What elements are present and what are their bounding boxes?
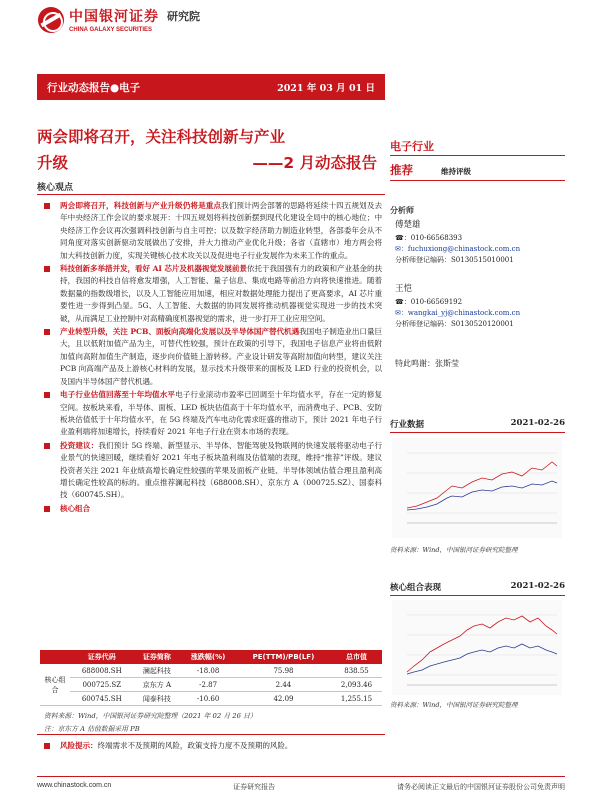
table-cell: -2.87 bbox=[180, 678, 236, 692]
divider bbox=[390, 595, 565, 596]
bullet-lead: 两会即将召开，科技创新与产业升级仍将是重点 bbox=[60, 201, 222, 210]
analyst-email[interactable]: ✉：wangkai_yj@chinastock.com.cn bbox=[395, 309, 521, 317]
table-cell: 1,255.15 bbox=[331, 692, 382, 706]
title-line-1: 两会即将召开，关注科技创新与产业 bbox=[37, 128, 286, 146]
bullet-text: 依托于我国强有力的政策和产业基金的扶持，我国的科技自信将愈发增强，人工智能、量子信息、集成电路等前沿方向将快速推进。随着数据量的指数级增长，以及人工智能应用加速，相应对数据处理能力提出了更高要求，AI 芯片重要性进一步得到凸显。5G、人工智能、大数据的协同发展将推动机器视觉实现进一步的技术突破，从而满足工业控制中对高精确度机器视觉的需求，进一步打开工业应用空间。 bbox=[60, 264, 382, 323]
analyst-name: 王恺 bbox=[395, 284, 413, 294]
bullet-lead: 风险提示： bbox=[60, 741, 98, 750]
analyst-card bbox=[395, 284, 520, 330]
section-title: 核心组合表现 bbox=[390, 583, 442, 593]
industry-line-chart bbox=[392, 438, 562, 538]
analyst-phone: ☎：010-66568393 bbox=[395, 234, 463, 242]
bullet-lead: 产业转型升级，关注 PCB、面板向高端化发展以及半导体国产替代机遇 bbox=[60, 327, 300, 337]
table-cell: 688008.SH bbox=[70, 664, 134, 678]
table-cell: 838.55 bbox=[331, 664, 382, 678]
bullet-square-icon bbox=[44, 506, 50, 512]
report-band bbox=[37, 74, 385, 100]
page-footer bbox=[37, 782, 565, 792]
rating-value: 推荐 bbox=[390, 163, 413, 177]
analyst-email[interactable]: ✉：fuchuxiong@chinastock.com.cn bbox=[395, 245, 521, 253]
brand-name-cn: 中国银河证券 bbox=[69, 9, 159, 25]
bullet-square-icon bbox=[44, 743, 50, 749]
brand-name-en: CHINA GALAXY SECURITIES bbox=[69, 27, 153, 33]
industry-data-header bbox=[390, 418, 565, 430]
analyst-label: 分析师 bbox=[390, 206, 414, 215]
table-header: 总市值 bbox=[331, 650, 382, 664]
bullet-lead: 电子行业估值回落至十年均值水平 bbox=[60, 390, 176, 400]
bullet-square-icon bbox=[44, 203, 50, 209]
report-title bbox=[37, 124, 377, 176]
table-row bbox=[40, 664, 382, 678]
table-cell: 42.09 bbox=[236, 692, 331, 706]
bullet-item bbox=[40, 503, 382, 515]
divider bbox=[37, 776, 565, 777]
core-portfolio-table bbox=[40, 650, 382, 706]
table-row bbox=[40, 678, 382, 692]
bullet-square-icon bbox=[44, 266, 50, 272]
divider bbox=[37, 734, 385, 735]
chart-source: 资料来源：Wind，中国银河证券研究院整理 bbox=[390, 701, 518, 709]
table-cell: 2.44 bbox=[236, 678, 331, 692]
analyst-cert: 分析师登记编码：S0130520120001 bbox=[395, 320, 514, 328]
acknowledgement: 特此鸣谢：张斯莹 bbox=[395, 359, 459, 368]
core-perf-line-chart bbox=[392, 600, 562, 695]
core-view-label: 核心观点 bbox=[37, 183, 74, 193]
table-header: 涨跌幅(%) bbox=[180, 650, 236, 664]
industry-label: 电子行业 bbox=[390, 140, 434, 153]
analyst-card bbox=[395, 220, 520, 266]
table-note: 注：京东方 A 估值数据采用 PB bbox=[44, 725, 140, 733]
rating-sub: 维持评级 bbox=[441, 167, 471, 176]
bullet-list bbox=[40, 200, 382, 516]
bullet-text: 终端需求不及预期的风险，政策支持力度不及预期的风险。 bbox=[97, 741, 293, 750]
footer-disclaimer: 请务必阅读正文最后的中国银河证券股份公司免责声明 bbox=[397, 783, 565, 791]
bullet-lead: 核心组合 bbox=[60, 503, 90, 513]
bullet-item bbox=[40, 326, 382, 388]
analyst-phone: ☎：010-66569192 bbox=[395, 298, 463, 306]
table-header: 证券代码 bbox=[70, 650, 134, 664]
analyst-cert: 分析师登记编码：S0130515010001 bbox=[395, 256, 514, 264]
rating bbox=[390, 162, 565, 178]
bullet-item bbox=[40, 200, 382, 262]
table-cell: -18.08 bbox=[180, 664, 236, 678]
table-cell: 000725.SZ bbox=[70, 678, 134, 692]
galaxy-logo-icon bbox=[38, 7, 64, 33]
core-perf-header bbox=[390, 581, 565, 593]
report-type: 行业动态报告●电子 bbox=[47, 81, 141, 94]
table-cell: 2,093.46 bbox=[331, 678, 382, 692]
title-line-3: ——2 月动态报告 bbox=[252, 154, 377, 172]
table-cell: 75.98 bbox=[236, 664, 331, 678]
bullet-item bbox=[40, 740, 382, 752]
section-date: 2021-02-26 bbox=[510, 581, 565, 591]
institute-label: 研究院 bbox=[167, 9, 200, 23]
bullet-item bbox=[40, 440, 382, 502]
table-header-row bbox=[40, 650, 382, 664]
divider bbox=[390, 155, 565, 156]
table-header: 证券简称 bbox=[134, 650, 181, 664]
bullet-item bbox=[40, 263, 382, 325]
bullet-square-icon bbox=[44, 443, 50, 449]
bullet-text: 我国电子制造业出口量巨大，且以低附加值产品为主，可替代性较强，预计在政策的引导下，我国电子信息产业将由低附加值向高附加值生产制造，逐步向价值链上游转移。产业设计研发等高附加值向转型，建议关注 PCB 向高端产品及上游核心材料的发展，显示技术升级带来的面板及 LED 行业的投资机会，以及国内半导体国产替代机遇。 bbox=[60, 327, 383, 386]
title-line-2: 升级 bbox=[37, 154, 69, 172]
bullet-square-icon bbox=[44, 329, 50, 335]
table-cell: 闻泰科技 bbox=[134, 692, 181, 706]
table-source: 资料来源：Wind，中国银河证券研究院整理（2021 年 02 月 26 日） bbox=[44, 712, 257, 720]
analyst-name: 傅楚雄 bbox=[395, 220, 421, 230]
report-date: 2021 年 03 月 01 日 bbox=[277, 83, 375, 94]
table-row bbox=[40, 692, 382, 706]
bullet-lead: 科技创新多举措并发，看好 AI 芯片及机器视觉发展前景 bbox=[60, 264, 247, 274]
bullet-text: 我们预计 5G 终端、新型显示、半导体、智能驾驶及物联网的快速发展将驱动电子行业景气的快速回暖，继续看好 2021 年电子板块盈利端及估值端的表现，维持“推荐”评级。建议投资者关注 2021 年业绩高增长确定性较强的苹果及面板产业链、半导体领域估值合理且盈利高增长确定性较高的标的。重点推荐澜起科技（688008.SH）、京东方 A（000725.SZ）、国泰科技（600745.SH）。 bbox=[60, 440, 382, 500]
table-cell: -10.60 bbox=[180, 692, 236, 706]
table-header: PE(TTM)/PB(LF) bbox=[236, 650, 331, 664]
bullet-item bbox=[40, 389, 382, 439]
section-date: 2021-02-26 bbox=[510, 418, 565, 428]
table-group-label: 核心组合 bbox=[40, 664, 70, 706]
core-perf-chart bbox=[392, 600, 562, 697]
bullet-text: 我们预计两会部署的思路将延续十四五规划及去年中央经济工作会议的要求展开：十四五规划将科技创新摆到现代化建设全局中的核心地位；中央经济工作会议再次强调科技创新与自主可控；以及数字经济助力制造业转型，各部委年会从不同角度对落实创新驱动发展做出了安排，并大力推动产业优化升级；各省（直辖市）地方两会将加大科技创新力度，实现关键核心技术攻关以及促进电子行业发展作为未来工作的重点。 bbox=[60, 201, 382, 260]
footer-url[interactable]: www.chinastock.com.cn bbox=[37, 782, 112, 789]
chart-source: 资料来源：Wind，中国银河证券研究院整理 bbox=[390, 546, 518, 554]
bullet-lead: 投资建议： bbox=[60, 440, 99, 450]
table-header bbox=[40, 650, 70, 664]
divider bbox=[37, 194, 385, 195]
divider bbox=[390, 432, 565, 433]
industry-chart bbox=[392, 438, 562, 540]
table-cell: 澜起科技 bbox=[134, 664, 181, 678]
divider bbox=[390, 180, 565, 181]
table-cell: 京东方 A bbox=[134, 678, 181, 692]
table-cell: 600745.SH bbox=[70, 692, 134, 706]
risk-warning bbox=[40, 740, 382, 753]
section-title: 行业数据 bbox=[390, 420, 425, 430]
footer-center: 证券研究报告 bbox=[233, 783, 276, 791]
bullet-text: 电子行业滚动市盈率已回调至十年均值水平，存在一定的修复空间。按板块来看，半导体、面板、LED 板块估值高于十年均值水平，而消费电子、PCB、安防板块估值低于十年均值水平，在 5G 终端及汽车电动化需求旺盛的推动下，预计 2021 年电子行业盈利端将加速增长，持续看好 2021 年电子行业在资本市场的表现。 bbox=[60, 390, 382, 437]
brand-logo bbox=[38, 6, 200, 33]
bullet-square-icon bbox=[44, 392, 50, 398]
